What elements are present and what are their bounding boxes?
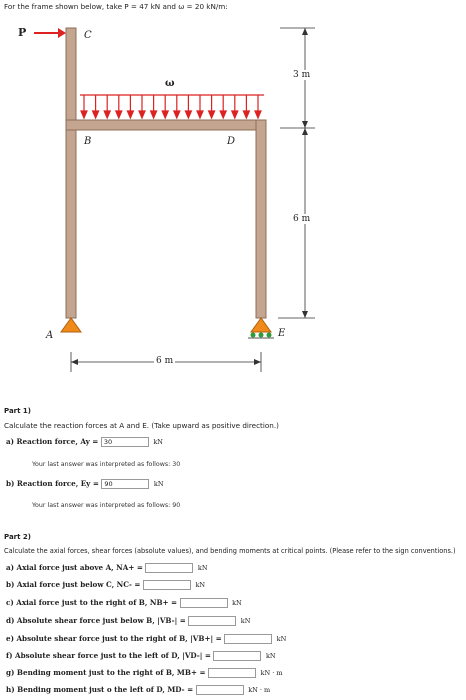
- question-ay: [6, 437, 163, 447]
- question-na: [6, 563, 208, 573]
- part1-instruction: Calculate the reaction forces at A and E. (Take upward as positive direction.): [4, 421, 279, 430]
- label-p: P: [18, 26, 27, 39]
- load-p-arrowhead: [58, 28, 66, 38]
- question-label: d) Absolute shear force just below B, |VB-| =: [6, 616, 186, 625]
- ay-interpretation: Your last answer was interpreted as follows: 30: [32, 461, 181, 468]
- load-arrowhead: [197, 111, 203, 118]
- question-label: h) Bending moment just o the left of D, MD- =: [6, 685, 194, 694]
- left-column: [66, 28, 76, 318]
- part1-heading: Part 1): [4, 407, 31, 415]
- dim-3m: 3 m: [293, 70, 311, 80]
- ey-input[interactable]: 90: [101, 479, 149, 489]
- question-nc: [6, 580, 205, 590]
- question-nb: [6, 598, 242, 608]
- vd-input[interactable]: [213, 651, 261, 661]
- question-ey-label: b) Reaction force, Ey =: [6, 479, 99, 488]
- ey-interpretation: Your last answer was interpreted as follows: 90: [32, 502, 181, 509]
- label-c: C: [84, 30, 92, 41]
- right-column: [256, 120, 266, 318]
- load-arrowhead: [139, 111, 145, 118]
- question-mb: [6, 668, 283, 678]
- load-arrowhead: [151, 111, 157, 118]
- ay-unit: kN: [153, 438, 163, 446]
- load-arrowhead: [104, 111, 110, 118]
- dim-6m-vertical: 6 m: [293, 214, 311, 224]
- nb-input[interactable]: [180, 598, 228, 608]
- label-b: B: [84, 136, 92, 147]
- support-e: [251, 318, 271, 332]
- unit-label: kN: [265, 652, 276, 660]
- ey-unit: kN: [153, 480, 164, 488]
- label-omega: ω: [165, 78, 175, 89]
- dim-6m-horizontal: 6 m: [156, 356, 174, 366]
- load-arrowhead: [93, 111, 99, 118]
- load-arrowhead: [243, 111, 249, 118]
- roller-2: [259, 333, 264, 338]
- load-arrowhead: [255, 111, 261, 118]
- load-arrowhead: [185, 111, 191, 118]
- question-ay-label: a) Reaction force, Ay =: [6, 437, 99, 446]
- question-label: b) Axial force just below C, NC- =: [6, 580, 141, 589]
- md-input[interactable]: [196, 685, 244, 695]
- question-md: [6, 685, 270, 695]
- question-label: a) Axial force just above A, NA+ =: [6, 563, 143, 572]
- roller-3: [267, 333, 272, 338]
- load-arrowhead: [127, 111, 133, 118]
- question-vb-minus: [6, 616, 250, 626]
- nc-input[interactable]: [143, 580, 191, 590]
- support-a: [61, 318, 81, 332]
- question-label: g) Bending moment just to the right of B, MB+ =: [6, 668, 206, 677]
- question-label: f) Absolute shear force just to the left of D, |VD-| =: [6, 651, 211, 660]
- mb-input[interactable]: [208, 668, 256, 678]
- question-vd: [6, 651, 276, 661]
- load-arrowhead: [81, 111, 87, 118]
- unit-label: kN · m: [260, 669, 283, 677]
- vb-plus-input[interactable]: [224, 634, 272, 644]
- load-arrowhead: [232, 111, 238, 118]
- distributed-load: [80, 95, 264, 118]
- label-e: E: [278, 328, 286, 339]
- part2-heading: Part 2): [4, 533, 31, 541]
- load-arrowhead: [162, 111, 168, 118]
- question-label: c) Axial force just to the right of B, NB+ =: [6, 598, 178, 607]
- vb-minus-input[interactable]: [188, 616, 236, 626]
- roller-1: [251, 333, 256, 338]
- label-d: D: [227, 136, 236, 147]
- label-a: A: [46, 330, 54, 341]
- ay-input[interactable]: 30: [101, 437, 149, 447]
- load-arrowhead: [220, 111, 226, 118]
- load-arrowhead: [209, 111, 215, 118]
- question-label: e) Absolute shear force just to the right of B, |VB+| =: [6, 634, 222, 643]
- unit-label: kN · m: [248, 686, 271, 694]
- beam: [66, 120, 266, 130]
- question-ey: [6, 479, 164, 489]
- unit-label: kN: [197, 564, 208, 572]
- load-arrowhead: [174, 111, 180, 118]
- problem-intro: For the frame shown below, take P = 47 kN and ω = 20 kN/m:: [4, 2, 228, 11]
- unit-label: kN: [276, 635, 287, 643]
- question-vb-plus: [6, 634, 286, 644]
- load-arrowhead: [116, 111, 122, 118]
- part2-instruction: Calculate the axial forces, shear forces (absolute values), and bending moments at critical points. (Please refer to the sign conventions.): [4, 547, 456, 555]
- na-input[interactable]: [145, 563, 193, 573]
- unit-label: kN: [232, 599, 242, 607]
- unit-label: kN: [240, 617, 251, 625]
- unit-label: kN: [195, 581, 206, 589]
